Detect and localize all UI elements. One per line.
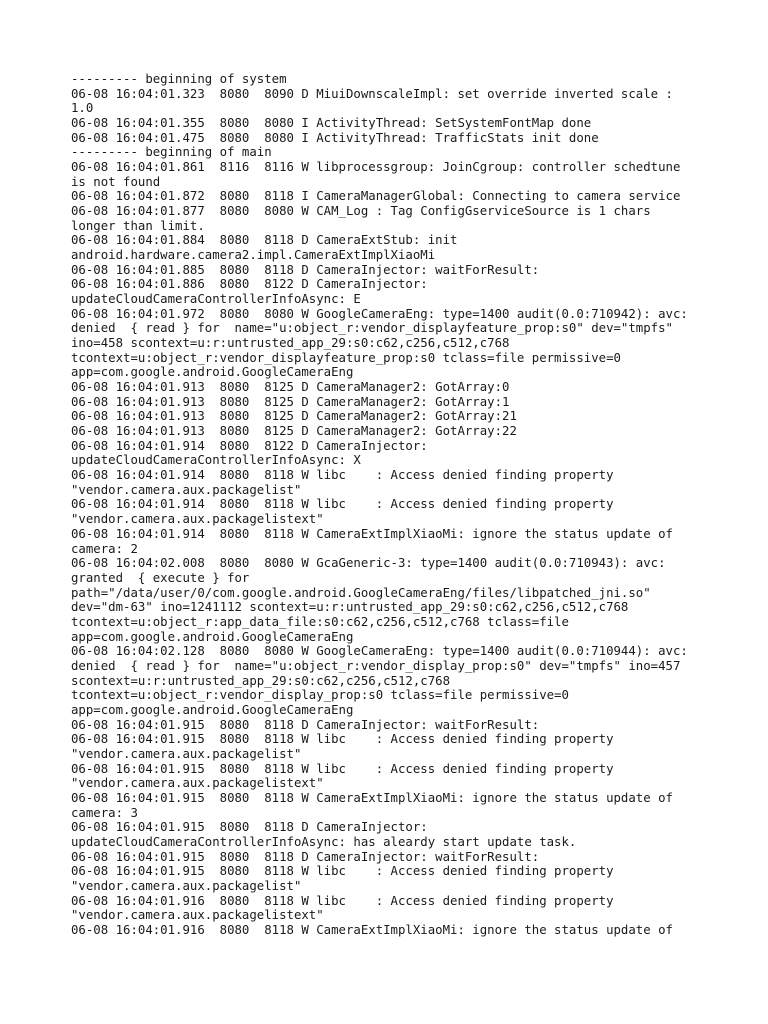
log-line: 06-08 16:04:01.323 8080 8090 D MiuiDownscaleImpl: set override inverted scale :	[71, 86, 673, 101]
log-line: 06-08 16:04:02.008 8080 8080 W GcaGeneric-3: type=1400 audit(0.0:710943): avc:	[71, 556, 666, 571]
log-line: scontext=u:r:untrusted_app_29:s0:c62,c256,c512,c768	[71, 673, 451, 688]
log-line: --------- beginning of system	[71, 72, 287, 86]
log-line: "vendor.camera.aux.packagelistext"	[71, 776, 324, 791]
log-line: 06-08 16:04:01.885 8080 8118 D CameraInjector: waitForResult:	[71, 262, 540, 277]
log-line: --------- beginning of main	[71, 145, 272, 160]
log-line: "vendor.camera.aux.packagelist"	[71, 878, 302, 893]
log-line: app=com.google.android.GoogleCameraEng	[71, 629, 354, 644]
log-line: camera: 2	[71, 541, 138, 556]
log-line: denied { read } for name="u:object_r:vendor_displayfeature_prop:s0" dev="tmpfs"	[71, 321, 673, 336]
log-line: 06-08 16:04:01.913 8080 8125 D CameraManager2: GotArray:21	[71, 409, 517, 424]
log-line: 06-08 16:04:01.914 8080 8118 W libc : Access denied finding property	[71, 468, 614, 483]
log-line: 06-08 16:04:01.915 8080 8118 D CameraInjector:	[71, 820, 428, 835]
log-line: 06-08 16:04:01.861 8116 8116 W libprocessgroup: JoinCgroup: controller schedtune	[71, 160, 681, 175]
log-line: 06-08 16:04:01.914 8080 8122 D CameraInjector:	[71, 438, 428, 453]
log-line: 06-08 16:04:01.913 8080 8125 D CameraManager2: GotArray:1	[71, 394, 510, 409]
log-line: 06-08 16:04:01.913 8080 8125 D CameraManager2: GotArray:22	[71, 424, 517, 439]
log-line: "vendor.camera.aux.packagelistext"	[71, 908, 324, 923]
log-line: android.hardware.camera2.impl.CameraExtImplXiaoMi	[71, 248, 436, 263]
log-line: 06-08 16:04:01.915 8080 8118 D CameraInjector: waitForResult:	[71, 717, 540, 732]
log-line: 06-08 16:04:01.913 8080 8125 D CameraManager2: GotArray:0	[71, 380, 510, 395]
log-line: updateCloudCameraControllerInfoAsync: has aleardy start update task.	[71, 834, 577, 849]
log-line: tcontext=u:object_r:app_data_file:s0:c62,c256,c512,c768 tclass=file	[71, 614, 569, 629]
log-line: 06-08 16:04:01.877 8080 8080 W CAM_Log : Tag ConfigGserviceSource is 1 chars	[71, 204, 651, 219]
log-line: dev="dm-63" ino=1241112 scontext=u:r:untrusted_app_29:s0:c62,c256,c512,c768	[71, 600, 629, 615]
log-line: longer than limit.	[71, 218, 205, 233]
log-line: 06-08 16:04:01.972 8080 8080 W GoogleCameraEng: type=1400 audit(0.0:710942): avc:	[71, 306, 688, 321]
log-line: camera: 3	[71, 805, 138, 820]
log-line: 06-08 16:04:01.915 8080 8118 W CameraExtImplXiaoMi: ignore the status update of	[71, 790, 673, 805]
log-line: 06-08 16:04:01.914 8080 8118 W libc : Access denied finding property	[71, 497, 614, 512]
log-line: 06-08 16:04:01.916 8080 8118 W CameraExtImplXiaoMi: ignore the status update of	[71, 922, 673, 937]
log-line: 06-08 16:04:02.128 8080 8080 W GoogleCameraEng: type=1400 audit(0.0:710944): avc:	[71, 644, 688, 659]
log-line: 06-08 16:04:01.884 8080 8118 D CameraExtStub: init	[71, 233, 458, 248]
log-line: granted { execute } for	[71, 570, 250, 585]
log-line: "vendor.camera.aux.packagelist"	[71, 746, 302, 761]
log-line: path="/data/user/0/com.google.android.GoogleCameraEng/files/libpatched_jni.so"	[71, 585, 651, 600]
log-line: 06-08 16:04:01.915 8080 8118 D CameraInjector: waitForResult:	[71, 849, 540, 864]
log-line: 06-08 16:04:01.475 8080 8080 I ActivityThread: TrafficStats init done	[71, 130, 599, 145]
log-line: app=com.google.android.GoogleCameraEng	[71, 365, 354, 380]
log-line: is not found	[71, 174, 161, 189]
log-line: 06-08 16:04:01.872 8080 8118 I CameraManagerGlobal: Connecting to camera service	[71, 189, 681, 204]
log-line: updateCloudCameraControllerInfoAsync: X	[71, 453, 361, 468]
log-line: tcontext=u:object_r:vendor_display_prop:s0 tclass=file permissive=0	[71, 688, 569, 703]
log-line: 06-08 16:04:01.915 8080 8118 W libc : Access denied finding property	[71, 761, 614, 776]
log-line: tcontext=u:object_r:vendor_displayfeature_prop:s0 tclass=file permissive=0	[71, 350, 621, 365]
log-line: "vendor.camera.aux.packagelist"	[71, 482, 302, 497]
log-line: 1.0	[71, 101, 94, 116]
log-line: updateCloudCameraControllerInfoAsync: E	[71, 292, 361, 307]
log-line: 06-08 16:04:01.886 8080 8122 D CameraInjector:	[71, 277, 428, 292]
log-line: "vendor.camera.aux.packagelistext"	[71, 512, 324, 527]
log-line: ino=458 scontext=u:r:untrusted_app_29:s0:c62,c256,c512,c768	[71, 336, 510, 351]
log-line: 06-08 16:04:01.915 8080 8118 W libc : Access denied finding property	[71, 864, 614, 879]
log-line: 06-08 16:04:01.355 8080 8080 I ActivityThread: SetSystemFontMap done	[71, 116, 592, 131]
log-line: 06-08 16:04:01.914 8080 8118 W CameraExtImplXiaoMi: ignore the status update of	[71, 526, 673, 541]
log-line: denied { read } for name="u:object_r:vendor_display_prop:s0" dev="tmpfs" ino=457	[71, 658, 681, 673]
log-text-block	[71, 72, 731, 938]
log-line: 06-08 16:04:01.916 8080 8118 W libc : Access denied finding property	[71, 893, 614, 908]
log-line: 06-08 16:04:01.915 8080 8118 W libc : Access denied finding property	[71, 732, 614, 747]
log-line: app=com.google.android.GoogleCameraEng	[71, 702, 354, 717]
